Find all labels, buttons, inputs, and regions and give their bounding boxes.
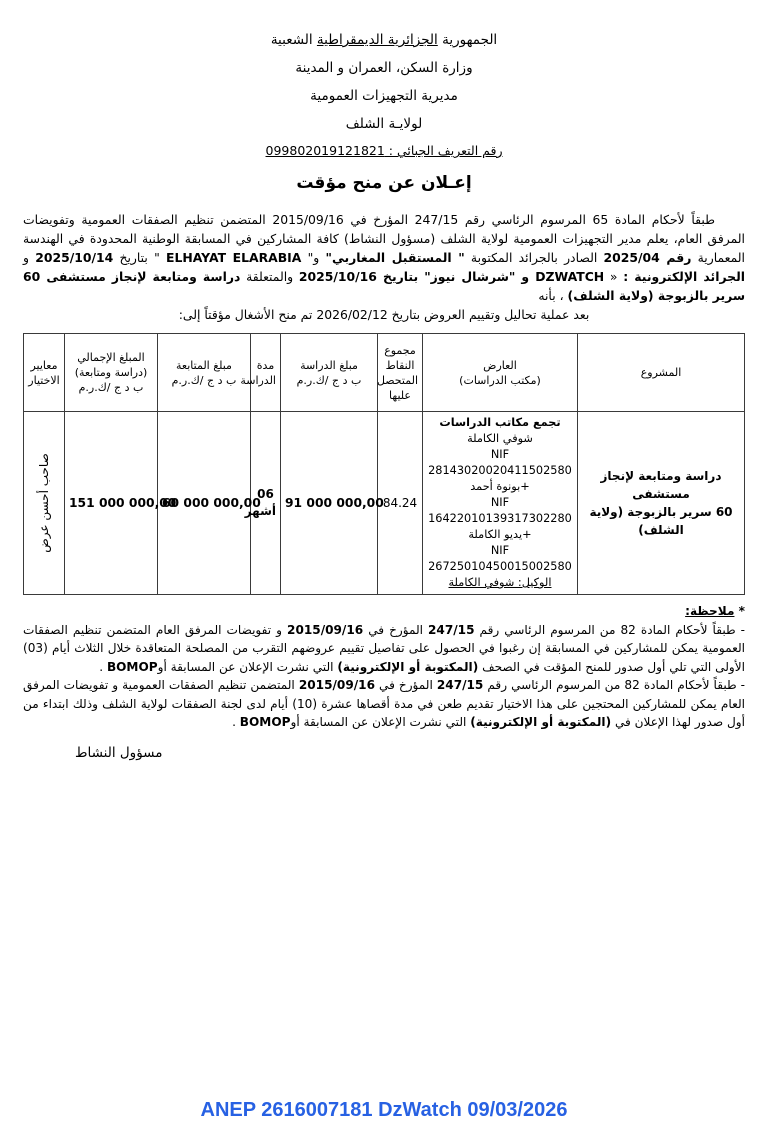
header-criteria: معايير الاختيار — [24, 334, 65, 412]
ministry-line: وزارة السكن، العمران و المدينة — [295, 60, 473, 76]
cell-criteria — [24, 412, 65, 595]
table-row — [24, 412, 745, 595]
notes-heading: * ملاحظة: — [685, 604, 745, 618]
anep-footer: ANEP 2616007181 DzWatch 09/03/2026 — [200, 1099, 568, 1121]
header-bidder: العارض (مكتب الدراسات) — [423, 334, 578, 412]
header-duration: مدة الدراسة — [251, 334, 281, 412]
note-item-1: - طبقاً لأحكام المادة 82 من المرسوم الرئاسي رقم 247/15 المؤرخ في 2015/09/16 و تفويضات المرفق العام المتضمن تنظيم الصفقات العمومية يمكن للمشاركين في المسابقة إن رغبوا في الحصول على تفاصيل تقييم عروضهم التقرب من المصلحة المتعاقدة خلال الثلاث أيام (03) الأولى التي تلي أول صدور للمنح المؤقت في الصحف (المكتوبة أو الإلكترونية) التي نشرت الإعلان عن المسابقة أوBOMOP . — [23, 622, 745, 674]
award-table — [23, 333, 745, 595]
intro-section — [23, 210, 745, 324]
table-header-row — [24, 334, 745, 412]
intro-paragraph: طبقاً لأحكام المادة 65 المرسوم الرئاسي رقم 247/15 المؤرخ في 2015/09/16 المتضمن تنظيم الصفقات العمومية وتفويضات المرفق العام، يعلم مدير التجهيزات العمومية لولاية الشلف (مسؤول النشاط) كافة المشاركين في المسابقة الوطنية المحدودة في الهندسة المعمارية رقم 2025/04 الصادر بالجرائد المكتوبة " المستقبل المغاربي" و" ELHAYAT ELARABIA " بتاريخ 2025/10/14 و الجرائد الإلكترونية : « DZWATCH و "شرشال نيوز" بتاريخ 2025/10/16 والمتعلقة دراسة ومتابعة لإنجاز مستشفى 60 سرير بالزبوجة (ولاية الشلف) ، بأنه — [23, 212, 745, 303]
signature-label: مسؤول النشاط — [75, 744, 163, 761]
intro-closing-line: بعد عملية تحاليل وتقييم العروض بتاريخ 2026/02/12 تم منح الأشغال مؤقتاً إلى: — [178, 307, 590, 322]
header-points: مجموع النقاط المتحصل عليها — [378, 334, 423, 412]
header-followup-amount: مبلغ المتابعة ب د ج /ك.ر.م — [158, 334, 251, 412]
republic-line: الجمهورية الجزائرية الديمقراطية الشعبية — [270, 32, 498, 48]
header-study-amount: مبلغ الدراسة ب د ج /ك.ر.م — [281, 334, 378, 412]
notes-section — [23, 602, 745, 732]
criteria-vertical-text: صاحب أحسن عرض — [37, 453, 51, 553]
cell-project: دراسة ومتابعة لإنجاز مستشفى 60 سرير بالزبوجة (ولاية الشلف) — [578, 412, 745, 595]
cell-bidder: تجمع مكاتب الدراسات شوفي الكاملة NIF 28143020020411502580 +بونوة أحمد NIF 16422010139317302280 +يديو الكاملة NIF 26725010450015002580 الوكيل: شوفي الكاملة — [423, 412, 578, 595]
header-total-amount: المبلغ الإجمالي (دراسة ومتابعة) ب د ج /ك.ر.م — [65, 334, 158, 412]
page-title: إعـلان عن منح مؤقت — [296, 173, 472, 193]
header-project: المشروع — [578, 334, 745, 412]
cell-followup-amount: 60 000 000,00 — [158, 412, 251, 595]
note-item-2: - طبقاً لأحكام المادة 82 من المرسوم الرئاسي رقم 247/15 المؤرخ في 2015/09/16 المتضمن تنظيم الصفقات العمومية و تفويضات المرفق العام يمكن للمشاركين المحتجين على هذا الاختيار تقديم طعن في مدة أقصاها عشرة (10) أيام لدى لجنة الصفقات لولاية الشلف وذلك ابتداء من أول صدور لهذا الإعلان في (المكتوبة أو الإلكترونية) التي نشرت الإعلان عن المسابقة أوBOMOP . — [23, 678, 746, 729]
tax-id-line: رقم التعريف الجبائي : 099802019121821 — [265, 143, 503, 158]
cell-total-amount: 151 000 000,00 — [65, 412, 158, 595]
cell-study-amount: 91 000 000,00 — [281, 412, 378, 595]
directorate-line: مديرية التجهيزات العمومية — [310, 88, 458, 104]
cell-duration: 06 أشهر — [251, 412, 281, 595]
document-header — [23, 26, 745, 198]
cell-points: 84.24 — [378, 412, 423, 595]
wilaya-line: لولايـة الشلف — [345, 116, 423, 132]
